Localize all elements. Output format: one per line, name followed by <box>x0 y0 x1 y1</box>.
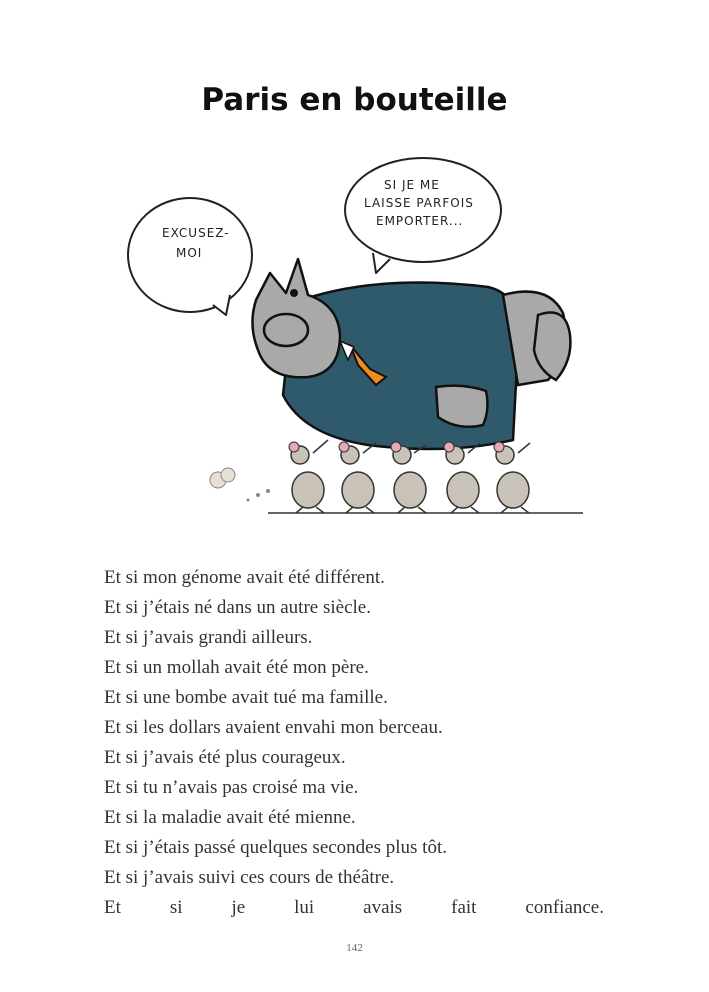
poem-line: Et si j’avais été plus courageux. <box>104 747 346 768</box>
dust-puffs <box>210 468 270 502</box>
bubble-left-line-2: MOI <box>176 246 203 260</box>
cartoon-illustration <box>118 155 588 525</box>
poem-line: Et si la maladie avait été mienne. <box>104 807 356 828</box>
poem-line: Et si j’étais passé quelques secondes plus tôt. <box>104 837 447 858</box>
speech-bubble-left <box>128 198 252 315</box>
poem-text <box>104 563 604 923</box>
poem-line: Et si j’avais suivi ces cours de théâtre. <box>104 867 395 888</box>
poem-line: Et si j’avais grandi ailleurs. <box>104 627 313 648</box>
bubble-right-line-3: EMPORTER... <box>376 214 464 228</box>
mouse <box>444 442 480 513</box>
cat-character <box>252 259 570 449</box>
bubble-right-line-2: LAISSE PARFOIS <box>364 196 474 210</box>
poem-line-last: Et si je lui avais fait confiance. <box>104 897 604 918</box>
mouse <box>391 442 426 513</box>
page-title: Paris en bouteille <box>201 82 508 118</box>
mouse <box>339 442 376 513</box>
mouse <box>289 440 328 513</box>
speech-bubble-right <box>345 158 501 273</box>
poem-line: Et si j’étais né dans un autre siècle. <box>104 597 371 618</box>
mice-group <box>289 440 530 513</box>
poem-line: Et si mon génome avait été différent. <box>104 567 385 588</box>
bubble-left-line-1: EXCUSEZ- <box>162 226 230 240</box>
mouse <box>494 442 530 513</box>
page-number: 142 <box>346 942 363 954</box>
poem-line: Et si un mollah avait été mon père. <box>104 657 369 678</box>
poem-line: Et si les dollars avaient envahi mon berceau. <box>104 717 443 738</box>
poem-line: Et si tu n’avais pas croisé ma vie. <box>104 777 359 798</box>
bubble-right-line-1: SI JE ME <box>384 178 440 192</box>
poem-line: Et si une bombe avait tué ma famille. <box>104 687 388 708</box>
